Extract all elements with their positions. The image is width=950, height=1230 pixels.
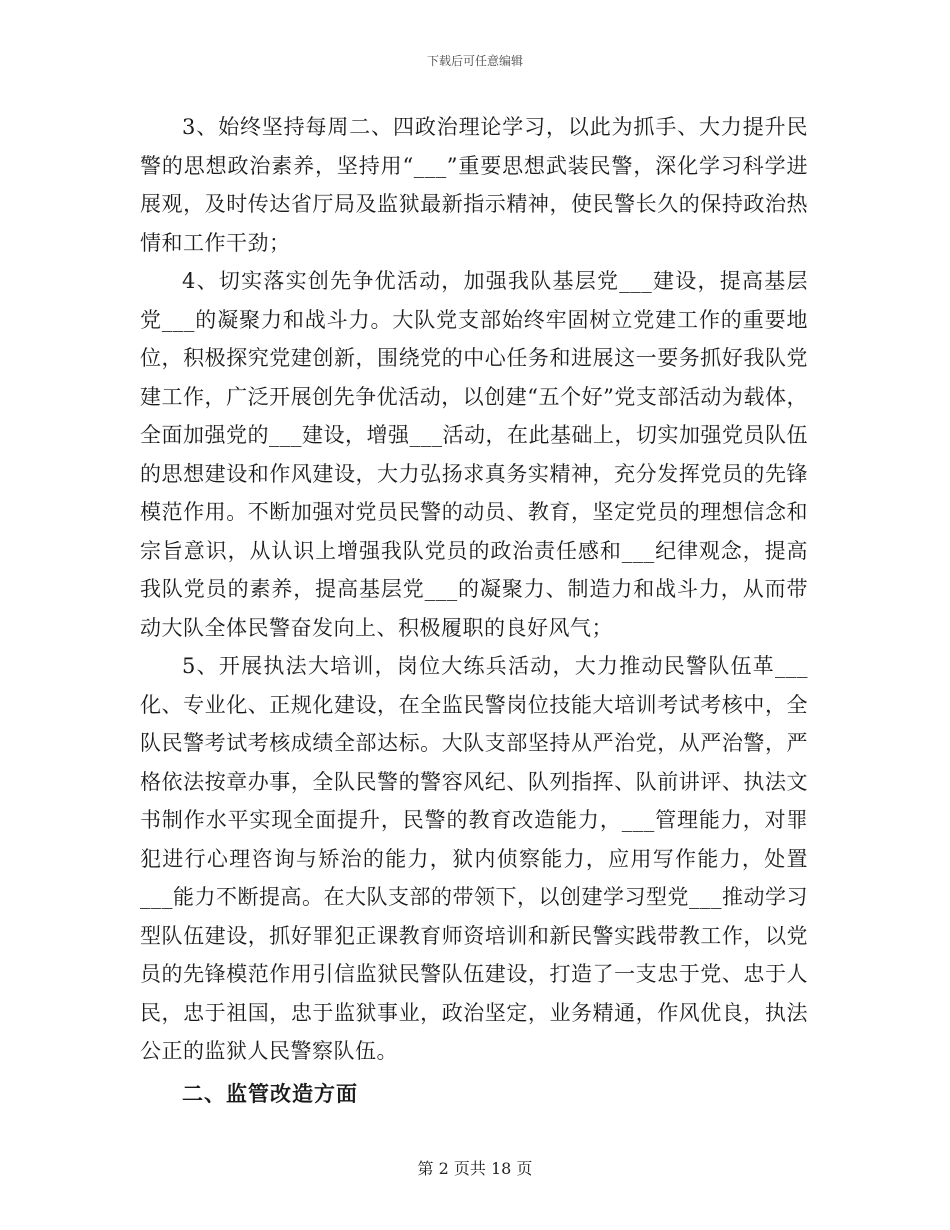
paragraph-4: 4、切实落实创先争优活动，加强我队基层党___建设，提高基层党___的凝聚力和战斗力。大队党支部始终牢固树立党建工作的重要地位，积极探究党建创新，围绕党的中心任务和进展这一要务抓好我队党建工作，广泛开展创先争优活动，以创建“五个好”党支部活动为载体，全面加强党的___建设，增强___活动，在此基础上，切实加强党员队伍的思想建设和作风建设，大力弘扬求真务实精神，充分发挥党员的先锋模范作用。不断加强对党员民警的动员、教育，坚定党员的理想信念和宗旨意识，从认识上增强我队党员的政治责任感和___纪律观念，提高我队党员的素养，提高基层党___的凝聚力、制造力和战斗力，从而带动大队全体民警奋发向上、积极履职的良好风气；: [140, 269, 808, 640]
section-heading: 二、监管改造方面: [182, 1080, 358, 1106]
paragraph-5: 5、开展执法大培训，岗位大练兵活动，大力推动民警队伍革___化、专业化、正规化建设，在全监民警岗位技能大培训考试考核中，全队民警考试考核成绩全部达标。大队支部坚持从严治党，从严治警，严格依法按章办事，全队民警的警容风纪、队列指挥、队前讲评、执法文书制作水平实现全面提升，民警的教育改造能力，___管理能力，对罪犯进行心理咨询与矫治的能力，狱内侦察能力，应用写作能力，处置___能力不断提高。在大队支部的带领下，以创建学习型党___推动学习型队伍建设，抓好罪犯正课教育师资培训和新民警实践带教工作，以党员的先锋模范作用引信监狱民警队伍建设，打造了一支忠于党、忠于人民，忠于祖国，忠于监狱事业，政治坚定，业务精通，作风优良，执法公正的监狱人民警察队伍。: [140, 654, 808, 1063]
document-body: [140, 108, 808, 1113]
paragraph-3: 3、始终坚持每周二、四政治理论学习，以此为抓手、大力提升民警的思想政治素养，坚持用“___”重要思想武装民警，深化学习科学进展观，及时传达省厅局及监狱最新指示精神，使民警长久的保持政治热情和工作干劲；: [140, 115, 808, 255]
page-header: 下载后可任意编辑: [426, 54, 523, 68]
page-number: 第 2 页共 18 页: [417, 1159, 533, 1178]
